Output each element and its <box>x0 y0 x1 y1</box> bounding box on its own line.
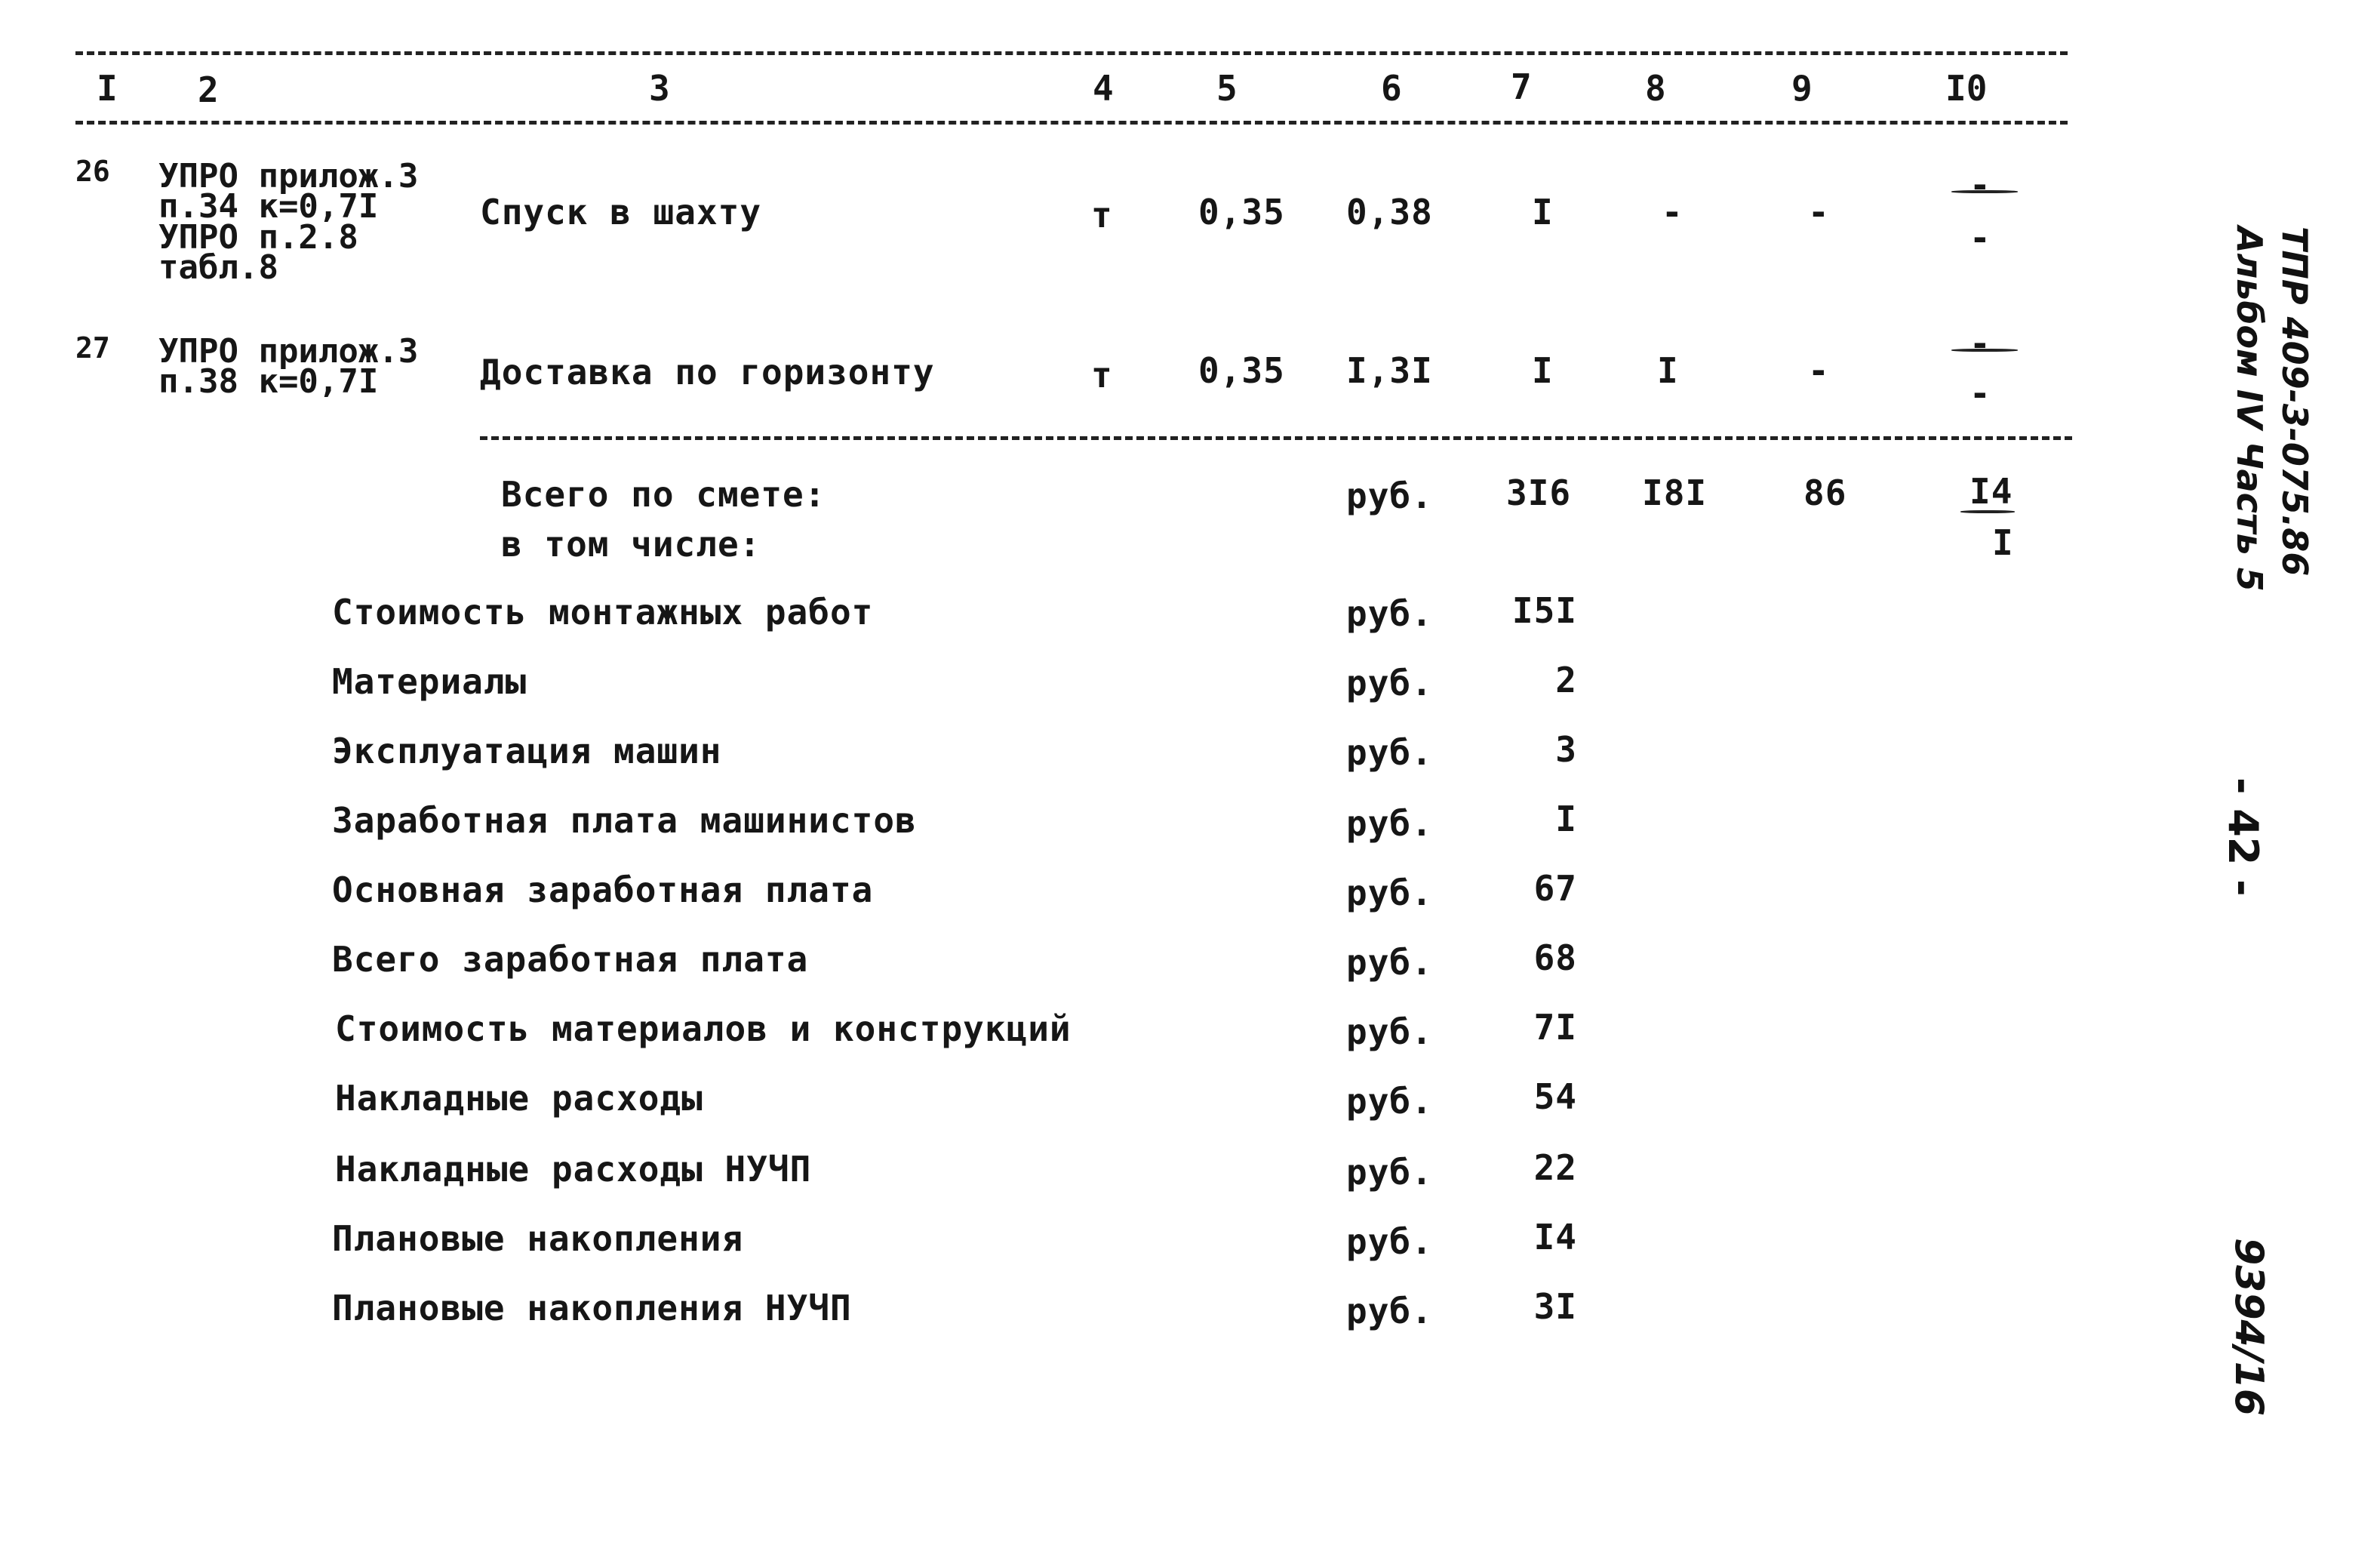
col-header-5: 5 <box>1216 68 1238 109</box>
header-top-rule <box>75 51 2068 55</box>
breakdown-label: Основная заработная плата <box>332 869 874 910</box>
margin-title-line2: Альбом IV Часть 5 <box>2229 226 2270 592</box>
unit: т <box>1091 355 1113 396</box>
reference-line: табл.8 <box>158 248 278 288</box>
col10-top: - <box>1969 323 1991 364</box>
unit: т <box>1091 195 1113 235</box>
breakdown-label: Материалы <box>332 661 527 702</box>
breakdown-label: Эксплуатация машин <box>332 731 722 771</box>
col10-bottom: - <box>1969 373 1991 414</box>
breakdown-unit: руб. <box>1346 732 1433 773</box>
breakdown-label: Заработная плата машинистов <box>332 800 917 841</box>
work-name: Спуск в шахту <box>480 192 762 232</box>
totals-separator <box>480 436 2072 440</box>
col-header-3: 3 <box>649 68 670 109</box>
breakdown-unit: руб. <box>1346 1291 1433 1331</box>
col-header-2: 2 <box>198 69 219 110</box>
breakdown-label: Стоимость материалов и конструкций <box>335 1008 1072 1049</box>
breakdown-unit: руб. <box>1346 663 1433 703</box>
breakdown-value: I4 <box>1533 1217 1577 1257</box>
breakdown-unit: руб. <box>1346 1081 1433 1122</box>
col-header-9: 9 <box>1791 68 1813 109</box>
col7-value: I <box>1532 192 1554 232</box>
breakdown-label: Всего заработная плата <box>332 939 809 980</box>
col-header-1: I <box>97 68 118 109</box>
col8-value: I <box>1657 350 1679 391</box>
col10-top: - <box>1969 165 1991 205</box>
fraction-bar <box>1960 510 2015 513</box>
breakdown-value: 2 <box>1555 660 1577 700</box>
col10-bottom: - <box>1969 217 1991 258</box>
reference-line: УПРО прилож.3 <box>158 332 419 371</box>
row-number: 26 <box>75 155 110 188</box>
breakdown-unit: руб. <box>1346 803 1433 844</box>
breakdown-label: Плановые накопления <box>332 1218 744 1259</box>
row-reference <box>158 157 419 288</box>
col5-value: 0,35 <box>1198 350 1285 391</box>
reference-line: УПРО прилож.3 <box>158 157 419 195</box>
reference-line: п.38 к=0,7I <box>158 362 379 402</box>
col-header-8: 8 <box>1645 68 1666 109</box>
total-label: Всего по смете: <box>501 474 826 515</box>
col-header-6: 6 <box>1381 68 1402 109</box>
total-col7: 3I6 <box>1506 472 1572 513</box>
breakdown-value: I <box>1555 799 1577 839</box>
header-bottom-rule <box>75 121 2068 125</box>
document-code: 9394/16 <box>2226 1238 2271 1417</box>
breakdown-unit: руб. <box>1346 1011 1433 1052</box>
reference-line: п.34 к=0,7I <box>158 187 379 226</box>
col6-value: 0,38 <box>1346 192 1433 232</box>
col5-value: 0,35 <box>1198 192 1285 232</box>
fraction-bar <box>1951 349 2018 352</box>
breakdown-value: 68 <box>1533 937 1577 978</box>
breakdown-value: 3I <box>1533 1286 1577 1327</box>
breakdown-value: 3 <box>1555 729 1577 770</box>
row-reference <box>158 332 419 402</box>
col9-value: - <box>1808 350 1830 391</box>
fraction-bar <box>1951 190 2018 193</box>
breakdown-unit: руб. <box>1346 873 1433 913</box>
breakdown-unit: руб. <box>1346 942 1433 983</box>
work-name: Доставка по горизонту <box>480 352 935 392</box>
row-number: 27 <box>75 331 110 365</box>
total-col9: 86 <box>1803 472 1847 513</box>
margin-title-line1: ТПР 409-3-075.86 <box>2274 226 2315 577</box>
col6-value: I,3I <box>1346 350 1433 391</box>
col8-value: - <box>1662 192 1684 232</box>
total-col10-top: I4 <box>1969 471 2013 512</box>
breakdown-label: Плановые накопления НУЧП <box>332 1288 852 1328</box>
breakdown-value: 22 <box>1533 1147 1577 1188</box>
breakdown-value: 67 <box>1533 868 1577 909</box>
breakdown-label: Стоимость монтажных работ <box>332 592 874 632</box>
breakdown-unit: руб. <box>1346 1152 1433 1193</box>
breakdown-value: 7I <box>1533 1007 1577 1048</box>
col-header-10: I0 <box>1945 68 1988 109</box>
total-unit: руб. <box>1346 476 1433 516</box>
breakdown-unit: руб. <box>1346 593 1433 634</box>
total-col8: I8I <box>1642 472 1708 513</box>
total-sublabel: в том числе: <box>501 524 761 565</box>
page-number: - 42 - <box>2219 777 2267 897</box>
breakdown-value: I5I <box>1511 590 1577 631</box>
col7-value: I <box>1532 350 1554 391</box>
breakdown-unit: руб. <box>1346 1221 1433 1262</box>
col-header-4: 4 <box>1093 68 1114 109</box>
breakdown-label: Накладные расходы НУЧП <box>335 1149 812 1190</box>
reference-line: УПРО п.2.8 <box>158 217 358 257</box>
breakdown-label: Накладные расходы <box>335 1078 703 1119</box>
breakdown-value: 54 <box>1533 1076 1577 1117</box>
total-col10-bottom: I <box>1992 522 2014 563</box>
col-header-7: 7 <box>1511 66 1532 107</box>
col9-value: - <box>1808 192 1830 232</box>
